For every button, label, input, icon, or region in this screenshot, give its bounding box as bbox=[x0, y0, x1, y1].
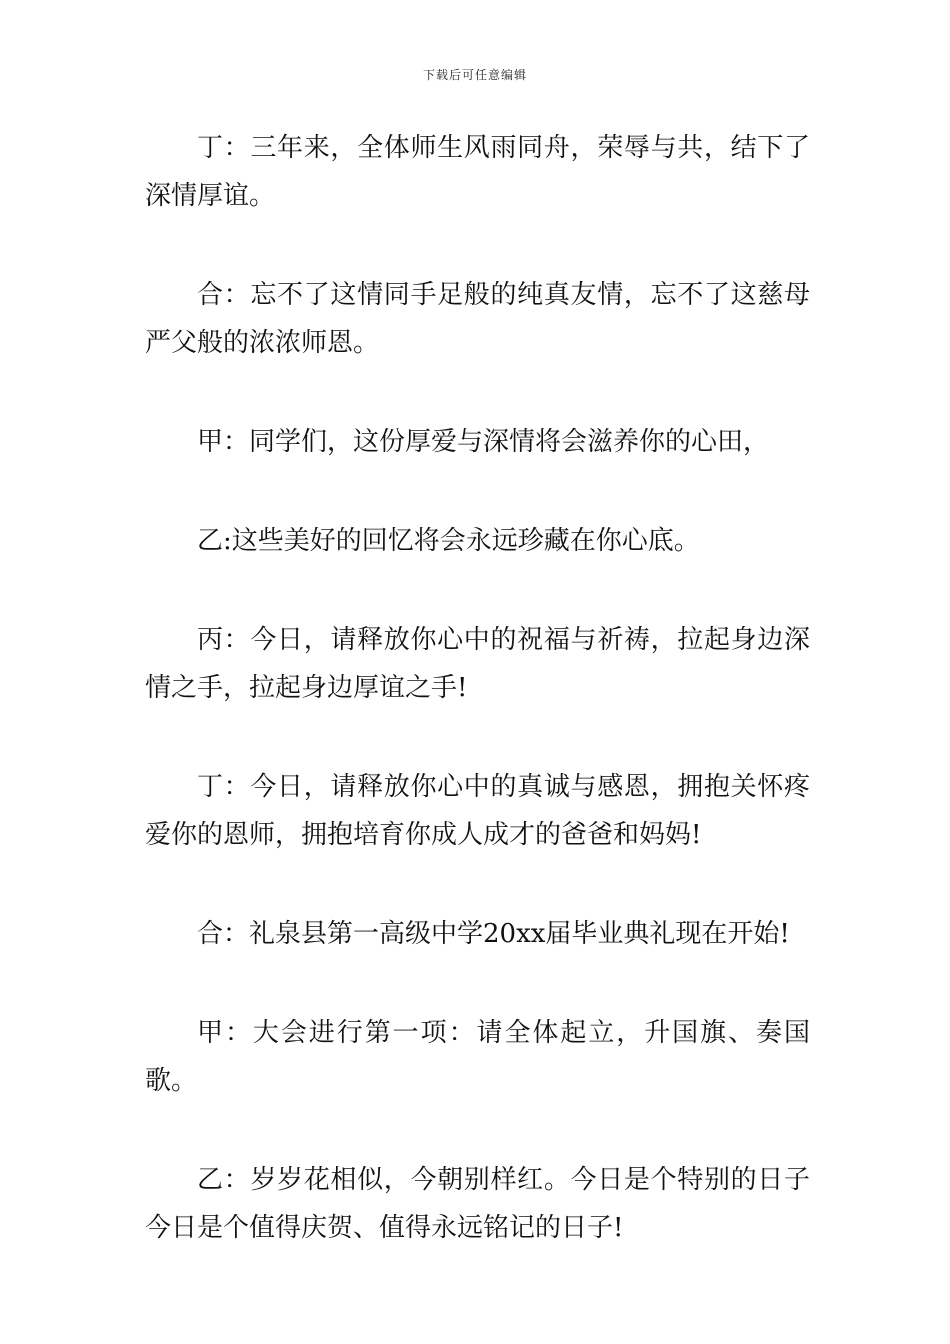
document-body bbox=[145, 124, 810, 1303]
paragraph-yi-1: 乙:这些美好的回忆将会永远珍藏在你心底。 bbox=[197, 526, 700, 556]
page-header-note: 下载后可任意编辑 bbox=[422, 68, 527, 82]
paragraph-jia-2: 甲：大会进行第一项：请全体起立，升国旗、奏国歌。 bbox=[145, 1018, 810, 1096]
paragraph-he-1: 合：忘不了这情同手足般的纯真友情，忘不了这慈母严父般的浓浓师恩。 bbox=[145, 280, 810, 358]
paragraph-bing-1: 丙：今日，请释放你心中的祝福与祈祷，拉起身边深情之手，拉起身边厚谊之手! bbox=[145, 625, 810, 703]
paragraph-ding-2: 丁：今日，请释放你心中的真诚与感恩，拥抱关怀疼爱你的恩师，拥抱培育你成人成才的爸爸和妈妈! bbox=[145, 772, 810, 850]
paragraph-yi-2: 乙：岁岁花相似，今朝别样红。今日是个特别的日子今日是个值得庆贺、值得永远铭记的日子! bbox=[145, 1165, 810, 1243]
paragraph-he-2: 合：礼泉县第一高级中学20xx届毕业典礼现在开始! bbox=[197, 919, 790, 949]
paragraph-jia-1: 甲：同学们，这份厚爱与深情将会滋养你的心田， bbox=[197, 427, 770, 457]
paragraph-ding-1: 丁：三年来，全体师生风雨同舟，荣辱与共，结下了深情厚谊。 bbox=[145, 133, 810, 211]
